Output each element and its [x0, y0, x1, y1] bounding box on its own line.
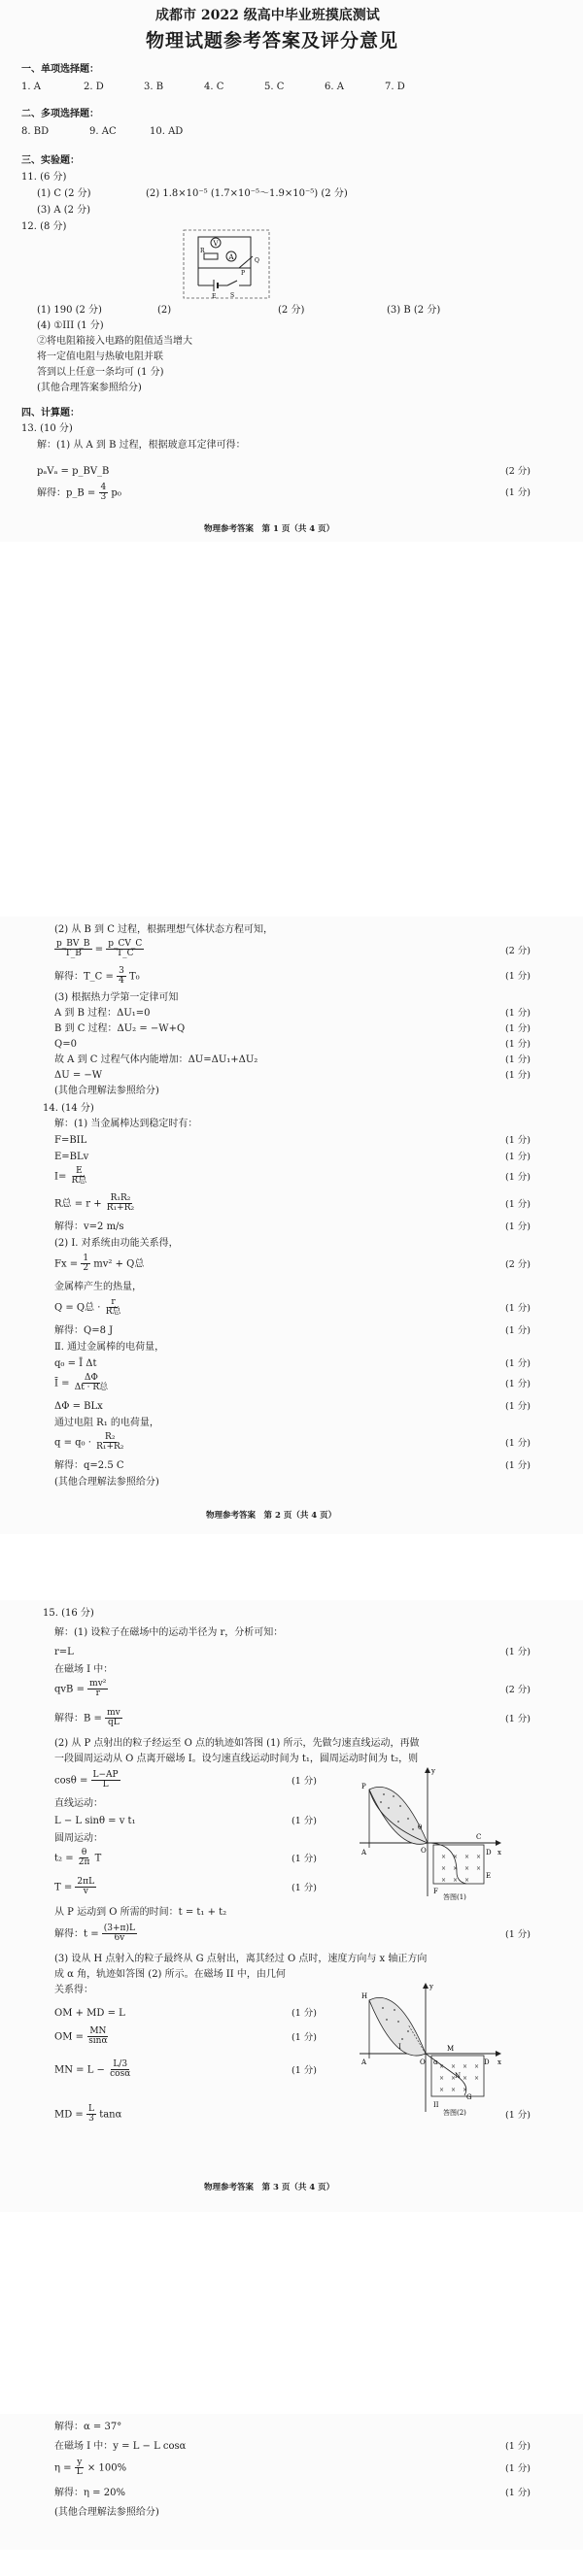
p4-line-3-score: (1 分)	[505, 2463, 531, 2474]
p2-line-8-score: (1 分)	[505, 1070, 531, 1081]
q15-line-11: 圆周运动：	[54, 1833, 103, 1844]
fig1-x-label: x	[497, 1849, 501, 1857]
q14-line-6-score: (1 分)	[505, 1221, 531, 1232]
switch-label: S	[230, 292, 235, 299]
fig1-origin-label: O	[421, 1847, 427, 1855]
q14-line-10-score: (1 分)	[505, 1303, 531, 1314]
q15-line-8: cosθ = $\frac{L-AP}{L}$	[54, 1770, 119, 1790]
p4-line-1: 解得：α = 37°	[54, 2422, 122, 2432]
q15-line-20: OM = $\frac{MN}{\sin\alpha}$	[54, 2026, 108, 2047]
q15-line-6: (2) 从 P 点射出的粒子经运至 O 点的轨迹如答图 (1) 所示，先做匀速直线运动，再做	[54, 1738, 420, 1749]
q14-line-2-score: (1 分)	[505, 1135, 531, 1146]
q15-line-4: qvB = $\frac{\text{mv²}}{r}$	[54, 1679, 107, 1699]
q15-line-14: 从 P 运动到 O 所需的时间：t = t₁ + t₂	[54, 1907, 227, 1918]
p2-line-7: 故 A 到 C 过程气体内能增加：ΔU=ΔU₁+ΔU₂	[54, 1054, 258, 1065]
q15-line-8-score: (1 分)	[292, 1776, 317, 1787]
q15-line-1: 解：(1) 设粒子在磁场中的运动半径为 r，分析可知：	[54, 1627, 284, 1638]
fig2-region-ii-label: II	[433, 2101, 439, 2109]
q15-line-2-score: (1 分)	[505, 1647, 531, 1657]
q15-line-4-score: (2 分)	[505, 1685, 531, 1695]
answer-4: 4. C	[204, 82, 224, 92]
p2-line-5-score: (1 分)	[505, 1023, 531, 1034]
q15-line-5: 解得：B = $\frac{mv}{qL}$	[54, 1708, 120, 1728]
fig1-e-label: E	[486, 1872, 492, 1880]
answer-5: 5. C	[264, 82, 285, 92]
answer-7: 7. D	[385, 82, 405, 92]
p4-line-4: 解得：η = 20%	[54, 2488, 125, 2498]
q15-line-5-score: (1 分)	[505, 1714, 531, 1724]
q15-line-16: (3) 设从 H 点射入的粒子最终从 G 点射出，离其经过 O 点时，速度方向与 x 轴正方向	[54, 1954, 428, 1964]
page-1-cont	[0, 464, 583, 542]
q14-line-3-score: (1 分)	[505, 1152, 531, 1162]
ammeter-label: A	[228, 253, 234, 261]
q12-answer-7: 答到以上任意一条均可 (1 分)	[37, 367, 164, 378]
q15-line-10: L − L sinθ = v t₁	[54, 1816, 136, 1826]
figure-1	[340, 1765, 505, 1901]
q14-line-5: R总 = r + $\frac{\text{R₁R₂}}{\text{R₁+R₂}}$	[54, 1193, 135, 1214]
q15-line-12-score: (1 分)	[292, 1854, 317, 1864]
circuit-diagram	[183, 229, 270, 299]
svg-text:×: ×	[476, 1865, 482, 1872]
q14-line-12: Ⅱ. 通过金属棒的电荷量，	[54, 1342, 165, 1353]
p4-line-2: 在磁场 I 中：y = L − L cosα	[54, 2441, 187, 2452]
fig1-theta-label: θ	[418, 1823, 423, 1831]
q13-eq1: pₐVₐ = p_BV_B	[37, 466, 110, 477]
q12-answer-2-score: (2 分)	[278, 305, 305, 316]
p2-line-1: (2) 从 B 到 C 过程，根据理想气体状态方程可知，	[54, 924, 274, 935]
fig2-region-i-label: I	[398, 2043, 401, 2051]
q15-line-21-score: (1 分)	[292, 2065, 317, 2076]
slider-p-label: P	[241, 270, 246, 277]
q15-line-2: r=L	[54, 1647, 74, 1657]
q14-line-8-score: (2 分)	[505, 1259, 531, 1270]
q14-line-13: q₀ = Ī Δt	[54, 1358, 97, 1369]
fig2-alpha-label: α	[433, 2058, 438, 2066]
answer-8: 8. BD	[21, 126, 50, 137]
svg-text:×: ×	[451, 2075, 457, 2082]
p2-sol-score: (1 分)	[505, 971, 531, 982]
svg-text:×: ×	[463, 2063, 468, 2070]
q11-answer-1: (1) C (2 分)	[37, 188, 91, 199]
svg-text:×: ×	[439, 2075, 445, 2082]
fig1-c-label: C	[476, 1833, 482, 1841]
q11-heading: 11. (6 分)	[21, 172, 67, 183]
q15-line-13-score: (1 分)	[292, 1883, 317, 1893]
q14-line-15: ΔΦ = BLx	[54, 1401, 103, 1412]
q15-line-20-score: (1 分)	[292, 2032, 317, 2043]
section-3-heading: 三、实验题：	[21, 155, 80, 166]
q14-line-9: 金属棒产生的热量，	[54, 1282, 142, 1292]
q14-line-10: Q = Q总 · $\frac{r}{\text{R总}}$	[54, 1297, 121, 1318]
page-1-footer: 物理参考答案 第 1 页（共 4 页）	[204, 524, 335, 534]
q11-answer-3: (3) A (2 分)	[37, 205, 91, 216]
q15-line-15-score: (1 分)	[505, 1929, 531, 1940]
q15-line-3: 在磁场 I 中：	[54, 1664, 114, 1675]
svg-text:×: ×	[476, 1854, 482, 1860]
fig2-h-label: H	[361, 1992, 368, 2000]
q13-sol1: 解得：p_B = $\frac{4}{3}$ p₀	[37, 483, 121, 503]
q15-line-19-score: (1 分)	[292, 2008, 317, 2019]
q15-line-22-score: (1 分)	[505, 2110, 531, 2121]
svg-text:×: ×	[464, 1865, 470, 1872]
fig1-p-label: P	[361, 1783, 366, 1790]
q14-line-14-score: (1 分)	[505, 1379, 531, 1389]
q12-answer-3: (3) B (2 分)	[387, 305, 441, 316]
p2-line-4-score: (1 分)	[505, 1008, 531, 1019]
p2-line-6-score: (1 分)	[505, 1039, 531, 1050]
svg-text:×: ×	[464, 1877, 470, 1884]
q14-line-1: 解：(1) 当金属棒达到稳定时有：	[54, 1119, 198, 1129]
p2-line-5: B 到 C 过程：ΔU₂ = −W+Q	[54, 1023, 186, 1034]
q14-line-15-score: (1 分)	[505, 1401, 531, 1412]
q15-line-13: T = $\frac{2\pi L}{v}$	[54, 1877, 95, 1897]
p2-line-7-score: (1 分)	[505, 1054, 531, 1065]
svg-text:×: ×	[474, 2075, 480, 2082]
q14-line-4-score: (1 分)	[505, 1172, 531, 1183]
answer-3: 3. B	[144, 82, 164, 92]
q15-line-12: t₂ = $\frac{\theta}{2\pi}$ T	[54, 1848, 102, 1868]
q15-line-17: 成 α 角，轨迹如答图 (2) 所示。在磁场 II 中，由几何	[54, 1969, 286, 1980]
q15-line-10-score: (1 分)	[292, 1816, 317, 1826]
p2-line-3: (3) 根据热力学第一定律可知	[54, 992, 179, 1003]
q14-line-2: F=BIL	[54, 1135, 87, 1146]
q14-line-18-score: (1 分)	[505, 1460, 531, 1471]
q14-line-14: Ī = $\frac{\Delta\Phi}{\text{Δt · R总}}$	[54, 1373, 109, 1393]
p2-eq-1-score: (2 分)	[505, 946, 531, 956]
battery-label: E	[212, 293, 217, 299]
q13-line-1: 解：(1) 从 A 到 B 过程，根据玻意耳定律可得：	[37, 440, 246, 451]
thermistor-label: R	[200, 248, 205, 254]
fig1-caption: 答图(1)	[443, 1893, 466, 1901]
p2-sol: 解得：T_C = $\frac{3}{4}$ T₀	[54, 966, 140, 987]
answer-1: 1. A	[21, 82, 41, 92]
svg-text:×: ×	[441, 1877, 447, 1884]
svg-text:×: ×	[463, 2087, 468, 2093]
p2-line-8: ΔU = −W	[54, 1070, 103, 1081]
section-1-heading: 一、单项选择题：	[21, 64, 99, 75]
doc-title: 成都市 2022 级高中毕业班摸底测试	[155, 8, 380, 23]
q15-heading: 15. (16 分)	[43, 1608, 94, 1619]
q15-line-18: 关系得：	[54, 1985, 93, 1995]
q14-heading: 14. (14 分)	[43, 1103, 94, 1114]
q14-line-4: I= $\frac{E}{\text{R总}}$	[54, 1166, 87, 1187]
q14-line-18: 解得：q=2.5 C	[54, 1460, 124, 1471]
answer-2: 2. D	[84, 82, 104, 92]
svg-text:×: ×	[453, 1865, 459, 1872]
fig1-d-label: D	[486, 1849, 492, 1857]
answer-6: 6. A	[325, 82, 344, 92]
q14-line-11: 解得：Q=8 J	[54, 1325, 114, 1336]
q14-line-11-score: (1 分)	[505, 1325, 531, 1336]
p2-line-4: A 到 B 过程：ΔU₁=0	[54, 1008, 151, 1019]
q15-line-21: MN = L − $\frac{L/3}{\cos\alpha}$	[54, 2059, 131, 2080]
p2-line-6: Q=0	[54, 1039, 77, 1050]
answer-10: 10. AD	[150, 126, 184, 137]
fig2-n-label: N	[455, 2072, 462, 2080]
q15-line-19: OM + MD = L	[54, 2008, 125, 2019]
p4-line-3: η = $\frac{y}{L}$ × 100%	[54, 2458, 127, 2478]
page-3	[0, 1600, 583, 2212]
q12-answer-1: (1) 190 (2 分)	[37, 305, 102, 316]
svg-text:×: ×	[441, 1865, 447, 1872]
q11-answer-2: (2) 1.8×10⁻⁵ (1.7×10⁻⁵～1.9×10⁻⁵) (2 分)	[146, 188, 348, 199]
q14-line-17-score: (1 分)	[505, 1438, 531, 1449]
fig2-m-label: M	[447, 2045, 455, 2053]
q15-line-9: 直线运动：	[54, 1798, 103, 1809]
voltmeter-label: V	[213, 240, 219, 248]
figure-2	[340, 1981, 505, 2117]
q14-line-8: Fx = $\frac{1}{2}$ mv² + Q总	[54, 1254, 145, 1274]
p4-line-4-score: (1 分)	[505, 2488, 531, 2498]
fig2-a-label: A	[361, 2058, 367, 2066]
fig1-f-label: F	[433, 1888, 438, 1895]
page-1	[0, 0, 583, 464]
fig2-x-label: x	[497, 2058, 501, 2066]
svg-text:×: ×	[463, 2075, 468, 2082]
svg-text:×: ×	[439, 2087, 445, 2093]
q14-line-7: (2) Ⅰ. 对系统由功能关系得，	[54, 1238, 179, 1249]
svg-text:×: ×	[474, 2063, 480, 2070]
p2-line-9: (其他合理解法参照给分)	[54, 1086, 159, 1096]
q13-sol1-score: (1 分)	[505, 487, 531, 498]
q12-answer-8: (其他合理答案参照给分)	[37, 383, 142, 393]
doc-subtitle: 物理试题参考答案及评分意见	[146, 30, 399, 51]
fig2-y-label: y	[429, 1983, 433, 1991]
svg-text:×: ×	[439, 2063, 445, 2070]
p4-line-2-score: (1 分)	[505, 2441, 531, 2452]
fig1-a-label: A	[361, 1849, 367, 1857]
svg-text:×: ×	[451, 2063, 457, 2070]
fig1-y-label: y	[431, 1767, 435, 1775]
q13-heading: 13. (10 分)	[21, 423, 73, 434]
page-4	[0, 2414, 583, 2550]
q14-line-3: E=BLv	[54, 1152, 89, 1162]
q12-answer-5: ②将电阻箱接入电路的阻值适当增大	[37, 336, 192, 347]
svg-text:×: ×	[453, 1877, 459, 1884]
answer-9: 9. AC	[89, 126, 117, 137]
page-3-footer: 物理参考答案 第 3 页（共 4 页）	[204, 2183, 335, 2192]
slider-q-label: Q	[255, 257, 259, 264]
q12-answer-2: (2)	[157, 305, 172, 316]
svg-text:×: ×	[451, 2087, 457, 2093]
fig2-g-label: G	[466, 2093, 472, 2101]
q14-line-13-score: (1 分)	[505, 1358, 531, 1369]
q15-line-15: 解得：t = $\frac{(3+\pi)L}{6v}$	[54, 1924, 135, 1944]
q12-answer-4: (4) ①III (1 分)	[37, 320, 104, 331]
q14-line-6: 解得：v=2 m/s	[54, 1221, 124, 1232]
fig2-origin-label: O	[420, 2058, 426, 2066]
p2-eq-1: $\frac{p\_BV\_B}{T\_B}$ = $\frac{p\_CV\_C}{T\_C}$	[56, 939, 143, 959]
svg-text:×: ×	[441, 1854, 447, 1860]
page-2-footer: 物理参考答案 第 2 页（共 4 页）	[206, 1511, 337, 1521]
q15-line-22: MD = $\frac{L}{3}$ tanα	[54, 2104, 122, 2124]
page-2	[0, 917, 583, 1534]
svg-text:×: ×	[464, 1854, 470, 1860]
q15-line-7: 一段圆周运动从 O 点离开磁场 I。设匀速直线运动时间为 t₁，圆周运动时间为 t₂，则	[54, 1754, 419, 1764]
section-2-heading: 二、多项选择题：	[21, 109, 99, 119]
q14-line-16: 通过电阻 R₁ 的电荷量，	[54, 1418, 159, 1428]
section-4-heading: 四、计算题：	[21, 408, 80, 418]
p4-line-5: (其他合理解法参照给分)	[54, 2507, 159, 2518]
q12-answer-6: 将一定值电阻与热敏电阻并联	[37, 351, 163, 362]
svg-text:×: ×	[453, 1854, 459, 1860]
q12-heading: 12. (8 分)	[21, 221, 67, 232]
q14-line-17: q = q₀ · $\frac{\text{R₂}}{\text{R₁+R₂}}$	[54, 1432, 124, 1453]
fig2-caption: 答图(2)	[443, 2109, 466, 2117]
fig2-d-label: D	[484, 2058, 490, 2066]
q14-line-19: (其他合理解法参照给分)	[54, 1477, 159, 1488]
q13-eq1-score: (2 分)	[505, 466, 531, 477]
q14-line-5-score: (1 分)	[505, 1199, 531, 1210]
